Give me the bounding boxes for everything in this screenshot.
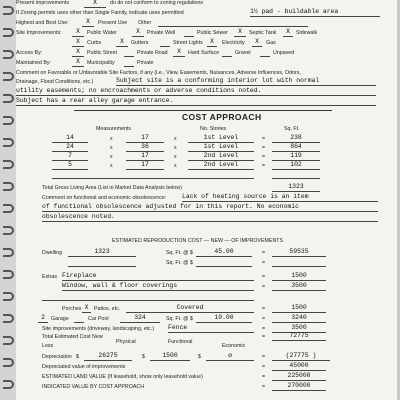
binder-ring <box>3 6 14 15</box>
dep-total: (27775 ) <box>272 352 330 361</box>
street-lights-mark: X <box>207 38 217 47</box>
equals-sign: = <box>262 163 266 169</box>
land-value-label: ESTIMATED LAND VALUE (If leasehold, show only leasehold value) <box>42 374 203 380</box>
private-label: Private <box>137 60 154 66</box>
total-new-label: Total Estimated Cost New <box>42 334 103 340</box>
blank-row-sqft-line <box>272 178 320 179</box>
zoning-permits-label: If Zoning permits uses other than Single Family, indicate uses permitted <box>16 10 184 16</box>
dep-functional: 1500 <box>150 352 190 361</box>
site-comment-value-3: Subject has a rear alley garage entrance. <box>16 97 376 106</box>
patios-label: Patios, etc. <box>94 306 121 312</box>
indicated-value-label: INDICATED VALUE BY COST APPROACH <box>42 384 145 390</box>
municipality-mark: X <box>72 58 84 67</box>
public-street-label: Public Street <box>87 50 118 56</box>
extras-2-value: 3500 <box>272 282 326 291</box>
garage-label: Garage <box>51 316 69 322</box>
dollar-sign: $ <box>76 354 79 360</box>
times-sign: x <box>110 136 113 142</box>
electricity-mark: X <box>252 38 262 47</box>
dep-physical: 26275 <box>84 352 132 361</box>
gutters-label: Gutters <box>131 40 149 46</box>
sidewalk-mark: X <box>283 28 293 37</box>
dep-economic: ø <box>206 352 254 361</box>
public-water-label: Public Water <box>87 30 117 36</box>
electricity-label: Electricity <box>222 40 245 46</box>
binder-ring <box>3 94 14 103</box>
equals-sign: = <box>262 354 266 360</box>
measurement-b: 36 <box>126 143 164 152</box>
garage-count: 2 <box>38 314 48 323</box>
binder-ring <box>3 270 14 279</box>
measurements-header: Measurements <box>96 126 132 132</box>
extras-1: Fireplace <box>62 272 254 281</box>
municipality-label: Municipality <box>87 60 115 66</box>
public-sewer-label: Public Sewer <box>197 30 228 36</box>
curbs-mark: X <box>72 38 84 47</box>
equals-sign: = <box>262 326 266 332</box>
car-pool-line <box>74 322 84 323</box>
equals-sign: = <box>262 250 266 256</box>
depreciation-label: Depreciation <box>42 354 72 360</box>
times-sign: x <box>110 145 113 151</box>
row-sqft: 119 <box>272 152 320 161</box>
times-sign: x <box>174 163 177 169</box>
binder-ring <box>3 116 14 125</box>
porches-mark: X <box>82 304 91 313</box>
binder-ring <box>3 248 14 257</box>
equals-sign: = <box>262 274 266 280</box>
highest-best-use-label: Highest and Best Use: <box>16 20 69 26</box>
total-new-value: 72775 <box>272 332 326 341</box>
binder-ring <box>3 292 14 301</box>
equals-sign: = <box>262 284 266 290</box>
other-label: Other <box>138 20 152 26</box>
access-by-label: Access By: <box>16 50 43 56</box>
zoning-permits-value: 1½ pad - buildable area <box>250 8 380 17</box>
story-level: 2nd Level <box>188 161 254 170</box>
measurement-b: 17 <box>126 134 164 143</box>
dwelling-total: 59535 <box>272 248 326 257</box>
binder-ring <box>3 50 14 59</box>
binder-edge <box>0 0 16 400</box>
depreciated-label: Depreciated value of improvements <box>42 364 126 370</box>
story-level: 1st Level <box>188 143 254 152</box>
equals-sign: = <box>262 384 266 390</box>
equals-sign: = <box>262 260 266 266</box>
maintained-by-label: Maintained By: <box>16 60 52 66</box>
row-sqft: 864 <box>272 143 320 152</box>
public-street-mark: X <box>72 48 84 57</box>
indicated-value: 270000 <box>272 382 326 391</box>
func-econ-value-3: obsolescence noted. <box>42 213 378 222</box>
blank-sqft-line <box>68 266 136 267</box>
total-gla-value: 1323 <box>272 183 320 192</box>
site-improvements-label: Site Improvements: <box>16 30 62 36</box>
site-comment-value-2: utility easements; no encroachments or adverse conditions noted. <box>16 87 376 96</box>
dwelling-rate: 45.00 <box>196 248 252 257</box>
func-econ-value-1: Lack of heating source is an item <box>182 193 378 202</box>
measurement-a: 24 <box>52 143 88 152</box>
story-level: 2nd Level <box>188 152 254 161</box>
equals-sign: = <box>262 136 266 142</box>
functional-label: Functional <box>168 339 193 345</box>
street-lights-line <box>160 46 170 47</box>
street-lights-label: Street Lights <box>173 40 203 46</box>
cost-approach-title: COST APPROACH <box>182 112 262 122</box>
measurement-b: 17 <box>126 152 164 161</box>
present-use-label: Present Use <box>98 20 128 26</box>
dollar-sign: $ <box>198 354 201 360</box>
extras-1-value: 1500 <box>272 272 326 281</box>
equals-sign: = <box>262 334 266 340</box>
story-level: 1st Level <box>188 134 254 143</box>
garage-sqft: 324 <box>120 314 160 323</box>
extras-label: Extras <box>42 274 58 280</box>
binder-ring <box>3 182 14 191</box>
func-econ-value-2: of functional obsolescence adjusted for in this report. No economic <box>42 203 378 212</box>
porches-value: Covered <box>126 304 254 313</box>
gas-label: Gas <box>266 40 276 46</box>
binder-ring <box>3 204 14 213</box>
present-improvements-mark: X <box>84 0 106 8</box>
binder-ring <box>3 336 14 345</box>
unpaved-label: Unpaved <box>273 50 295 56</box>
times-sign: x <box>174 136 177 142</box>
measurement-a: 7 <box>52 152 88 161</box>
site-comment-label-2: Drainage, Flood Conditions, etc.) <box>16 79 94 85</box>
func-econ-label: Comment on functional and economic obsolescence: <box>42 195 167 201</box>
gravel-line <box>222 56 232 57</box>
binder-ring <box>3 226 14 235</box>
blank-rate-line <box>196 266 252 267</box>
septic-tank-mark: X <box>234 28 246 37</box>
equals-sign: = <box>262 316 266 322</box>
site-impr-value: Fence <box>168 324 254 333</box>
blank-sqft-at-label: Sq. Ft. @ $ <box>166 260 193 266</box>
times-sign: x <box>110 154 113 160</box>
times-sign: x <box>174 145 177 151</box>
binder-ring <box>3 380 14 389</box>
private-well-label: Private Well <box>147 30 176 36</box>
gutters-mark: X <box>116 38 128 47</box>
conform-zoning-label: do do not conform to zoning regulations <box>110 0 204 6</box>
public-water-mark: X <box>72 28 84 37</box>
equals-sign: = <box>262 306 266 312</box>
site-impr-total: 3500 <box>272 324 326 333</box>
binder-ring <box>3 72 14 81</box>
public-sewer-line <box>184 36 194 37</box>
equals-sign: = <box>262 145 266 151</box>
row-sqft: 102 <box>272 161 320 170</box>
car-pool-label: Car Pool <box>88 316 109 322</box>
blank-total-line <box>272 266 326 267</box>
sidewalk-label: Sidewalk <box>296 30 318 36</box>
physical-label: Physical <box>116 339 136 345</box>
gravel-label: Gravel <box>235 50 251 56</box>
binder-ring <box>3 160 14 169</box>
equals-sign: = <box>262 154 266 160</box>
measurement-a: 14 <box>52 134 88 143</box>
equals-sign: = <box>262 364 266 370</box>
times-sign: x <box>174 154 177 160</box>
hard-surface-label: Hard Surface <box>188 50 220 56</box>
curbs-label: Curbs <box>87 40 102 46</box>
unpaved-line <box>260 56 270 57</box>
porches-label: Porches <box>62 306 82 312</box>
times-sign: x <box>110 163 113 169</box>
total-gla-label: Total Gross Living Area (List in Market Data Analysis below) <box>42 185 182 191</box>
reproduction-header: ESTIMATED REPRODUCTION COST — NEW — OF IMPROVEMENTS <box>112 238 284 244</box>
site-comment-value-1: Subject site is a conforming interior lot with normal <box>116 77 376 86</box>
appraisal-form-page <box>16 0 397 400</box>
binder-ring <box>3 28 14 37</box>
less-label: Less <box>42 343 54 349</box>
row-sqft: 238 <box>272 134 320 143</box>
binder-ring <box>3 138 14 147</box>
dwelling-label: Dwelling <box>42 250 63 256</box>
site-comment-label-1: Comment on Favorable or Unfavorable Site Factors, if any (i.e., View, Easements, Nuisances, Adverse Influences, Odors, <box>16 70 301 76</box>
sqft-header: Sq. Ft. <box>284 126 300 132</box>
binder-ring <box>3 314 14 323</box>
depreciated-value: 45000 <box>272 362 326 371</box>
private-well-mark: X <box>132 28 144 37</box>
garage-sqft-at-label: Sq. Ft. @ $ <box>166 316 193 322</box>
measurement-a: 5 <box>52 161 88 170</box>
equals-sign: = <box>262 374 266 380</box>
private-road-label: Private Road <box>137 50 168 56</box>
stories-header: No. Stories <box>200 126 227 132</box>
blank-extras-line <box>42 300 254 301</box>
other-line <box>158 26 308 27</box>
septic-tank-label: Septic Tank <box>249 30 277 36</box>
site-impr-label: Site improvements (driveway, landscaping, etc.) <box>42 326 155 332</box>
porches-total: 1500 <box>272 304 326 313</box>
garage-total: 3240 <box>272 314 326 323</box>
dwelling-sqft-at-label: Sq. Ft. @ $ <box>166 250 193 256</box>
private-line <box>124 66 134 67</box>
hard-surface-mark: X <box>173 48 185 57</box>
cost-approach-rule <box>74 110 332 111</box>
present-improvements-label: Present improvements <box>16 0 69 6</box>
blank-row-line <box>52 178 254 179</box>
land-value: 225000 <box>272 372 326 381</box>
extras-2: Window, wall & floor coverings <box>62 282 254 291</box>
measurement-b: 17 <box>126 161 164 170</box>
dwelling-sqft: 1323 <box>68 248 136 257</box>
dollar-sign: $ <box>142 354 145 360</box>
economic-label: Economic <box>222 343 246 349</box>
garage-rate: 10.00 <box>196 314 252 323</box>
binder-ring <box>3 358 14 367</box>
private-road-line <box>124 56 134 57</box>
present-use-mark: X <box>82 18 94 27</box>
